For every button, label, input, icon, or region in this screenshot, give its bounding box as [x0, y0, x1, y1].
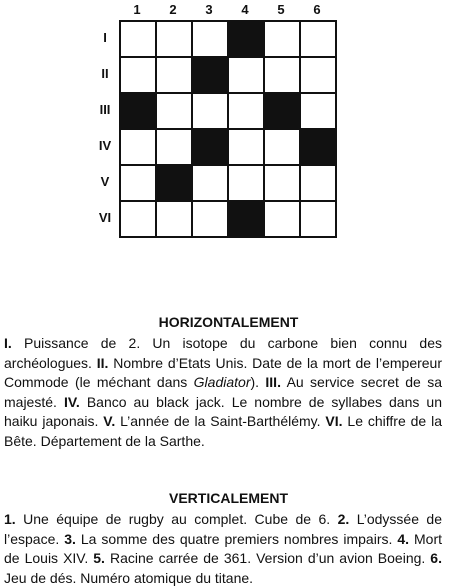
- black-cell: [155, 164, 191, 200]
- black-cell: [227, 20, 263, 56]
- clue-text: L’année de la Saint-Barthélémy.: [115, 413, 326, 430]
- grid-cell[interactable]: [155, 92, 191, 128]
- grid-cell[interactable]: [227, 164, 263, 200]
- grid-cell[interactable]: [227, 56, 263, 92]
- clue-italic-title: Gladiator: [193, 374, 251, 391]
- clue-text: Racine carrée de 361. Version d’un avion Boeing.: [104, 550, 431, 567]
- clue-text: Mort de Louis XIV.: [4, 530, 442, 567]
- clue-text: Jeu de dés. Numéro atomique du titane.: [4, 569, 254, 586]
- grid-cell[interactable]: [191, 200, 227, 236]
- clue-text: Puissance de 2. Un isotope du carbone bien connu des archéologues.: [4, 335, 442, 371]
- row-labels: [92, 20, 118, 236]
- grid-cell[interactable]: [299, 56, 335, 92]
- column-label-2: 2: [169, 2, 177, 17]
- row-label-II: II: [101, 66, 109, 81]
- grid-cell[interactable]: [299, 200, 335, 236]
- grid-cell[interactable]: [299, 20, 335, 56]
- black-cell: [191, 128, 227, 164]
- clue-text: Nombre d’Etats Unis. Date de la mort de l’empereur Commode (le méchant dans: [4, 354, 442, 391]
- black-cell: [299, 128, 335, 164]
- row-label-I: I: [103, 30, 107, 45]
- column-label-5: 5: [277, 2, 285, 17]
- clue-number: I.: [4, 335, 12, 351]
- clue-text: Le chiffre de la Bête. Département de la Sarthe.: [4, 413, 442, 449]
- column-label-1: 1: [133, 2, 141, 17]
- black-cell: [119, 92, 155, 128]
- clue-number: II.: [96, 354, 109, 371]
- black-cell: [227, 200, 263, 236]
- grid-cell[interactable]: [263, 56, 299, 92]
- grid-cell[interactable]: [227, 92, 263, 128]
- row-label-VI: VI: [98, 210, 112, 225]
- clue-number: V.: [103, 413, 116, 430]
- clue-text: L’odyssée de l’espace.: [4, 511, 442, 547]
- grid-cell[interactable]: [155, 56, 191, 92]
- column-label-6: 6: [313, 2, 321, 17]
- row-label-IV: IV: [98, 138, 112, 153]
- vertical-title: VERTICALEMENT: [169, 490, 288, 506]
- crossword-grid: [119, 20, 337, 238]
- clue-number: 5.: [93, 550, 105, 567]
- grid-cell[interactable]: [299, 92, 335, 128]
- grid-cell[interactable]: [191, 20, 227, 56]
- clue-number: 6.: [430, 550, 442, 567]
- clue-number: III.: [265, 374, 281, 391]
- grid-cell[interactable]: [155, 200, 191, 236]
- clue-number: VI.: [325, 413, 343, 430]
- clue-number: 3.: [64, 530, 76, 547]
- vertical-clues: [4, 510, 442, 588]
- grid-cell[interactable]: [119, 20, 155, 56]
- grid-cell[interactable]: [155, 20, 191, 56]
- grid-cell[interactable]: [227, 128, 263, 164]
- column-label-4: 4: [241, 2, 249, 17]
- column-label-3: 3: [205, 2, 213, 17]
- horizontal-clues: [4, 334, 442, 452]
- clue-number: 4.: [397, 530, 410, 547]
- clue-text: La somme des quatre premiers nombres impairs.: [75, 530, 398, 547]
- grid-cell[interactable]: [191, 164, 227, 200]
- clue-text: Une équipe de rugby au complet. Cube de 6.: [15, 511, 338, 527]
- grid-cell[interactable]: [155, 128, 191, 164]
- grid-cell[interactable]: [191, 92, 227, 128]
- clue-text: Banco au black jack. Le nombre de syllabes dans un haiku japonais.: [4, 393, 442, 430]
- black-cell: [191, 56, 227, 92]
- grid-cell[interactable]: [263, 20, 299, 56]
- column-labels: [119, 2, 335, 18]
- black-cell: [263, 92, 299, 128]
- grid-cell[interactable]: [263, 164, 299, 200]
- clue-number: IV.: [63, 393, 80, 410]
- grid-cell[interactable]: [263, 200, 299, 236]
- row-label-III: III: [99, 102, 111, 117]
- row-label-V: V: [100, 174, 110, 189]
- clue-text-tail: ).: [250, 374, 266, 391]
- grid-cell[interactable]: [119, 200, 155, 236]
- horizontal-title: HORIZONTALEMENT: [158, 314, 299, 330]
- grid-cell[interactable]: [119, 164, 155, 200]
- grid-cell[interactable]: [263, 128, 299, 164]
- grid-cell[interactable]: [299, 164, 335, 200]
- clue-number: 2.: [337, 511, 350, 527]
- grid-cell[interactable]: [119, 128, 155, 164]
- grid-cell[interactable]: [119, 56, 155, 92]
- clue-text: Au service secret de sa majesté.: [4, 374, 442, 410]
- clue-number: 1.: [4, 511, 16, 527]
